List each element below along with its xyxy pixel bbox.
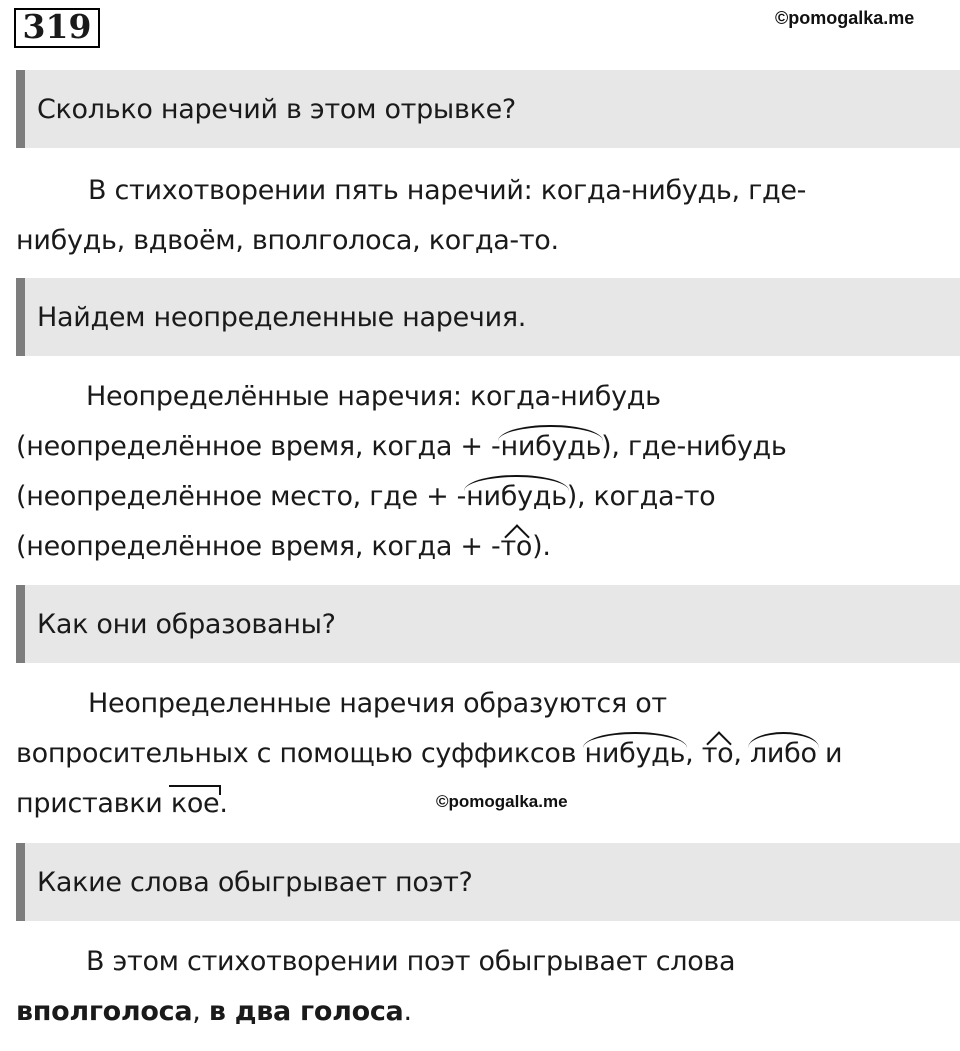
exercise-number: 319 — [14, 8, 100, 48]
text: (неопределённое место, где + - — [16, 481, 467, 512]
answer-paragraph-4 — [16, 937, 951, 1037]
text: ). — [532, 531, 551, 562]
answer-line — [16, 422, 951, 472]
question-text: Какие слова обыгрывает поэт? — [37, 866, 473, 898]
answer-line — [16, 729, 951, 779]
question-text: Сколько наречий в этом отрывке? — [37, 93, 516, 125]
answer-line — [16, 522, 951, 572]
suffix-mark: нибудь — [585, 729, 686, 779]
question-box-4 — [16, 843, 960, 921]
answer-line: В этом стихотворении поэт обыгрывает слова — [86, 946, 736, 977]
highlight-word: вполголоса — [16, 996, 193, 1027]
answer-line: Неопределенные наречия образуются от — [88, 688, 667, 719]
watermark-top: ©pomogalka.me — [775, 8, 915, 28]
question-box-2 — [16, 278, 960, 356]
question-text: Как они образованы? — [37, 608, 336, 640]
text: приставки — [16, 788, 171, 819]
text: (неопределённое время, когда + - — [16, 431, 501, 462]
suffix-mark: то — [500, 522, 532, 572]
text: ), где-нибудь — [601, 431, 787, 462]
text: (неопределённое время, когда + - — [16, 531, 501, 562]
text: , — [733, 738, 750, 769]
question-text: Найдем неопределенные наречия. — [37, 301, 527, 333]
suffix-mark: либо — [750, 729, 817, 779]
highlight-word: в два голоса — [208, 996, 404, 1027]
answer-paragraph-2 — [16, 372, 951, 572]
answer-line: нибудь, вдвоём, вполголоса, когда-то. — [16, 225, 559, 256]
text: . — [219, 788, 228, 819]
suffix-mark: нибудь — [466, 472, 567, 522]
answer-paragraph-1 — [16, 166, 951, 266]
text: . — [403, 996, 412, 1027]
prefix-mark: кое — [171, 779, 220, 829]
answer-line: В стихотворении пять наречий: когда-нибудь, где- — [88, 175, 807, 206]
text: ), когда-то — [566, 481, 716, 512]
question-box-1 — [16, 70, 960, 148]
suffix-mark: нибудь — [500, 422, 601, 472]
text: , — [192, 996, 209, 1027]
text: и — [816, 738, 843, 769]
answer-line — [16, 987, 951, 1037]
text: , — [685, 738, 702, 769]
question-box-3 — [16, 585, 960, 663]
text: вопросительных с помощью суффиксов — [16, 738, 585, 769]
answer-line — [16, 472, 951, 522]
suffix-mark: то — [702, 729, 734, 779]
answer-line: Неопределённые наречия: когда-нибудь — [86, 381, 661, 412]
watermark-middle: ©pomogalka.me — [436, 792, 568, 811]
